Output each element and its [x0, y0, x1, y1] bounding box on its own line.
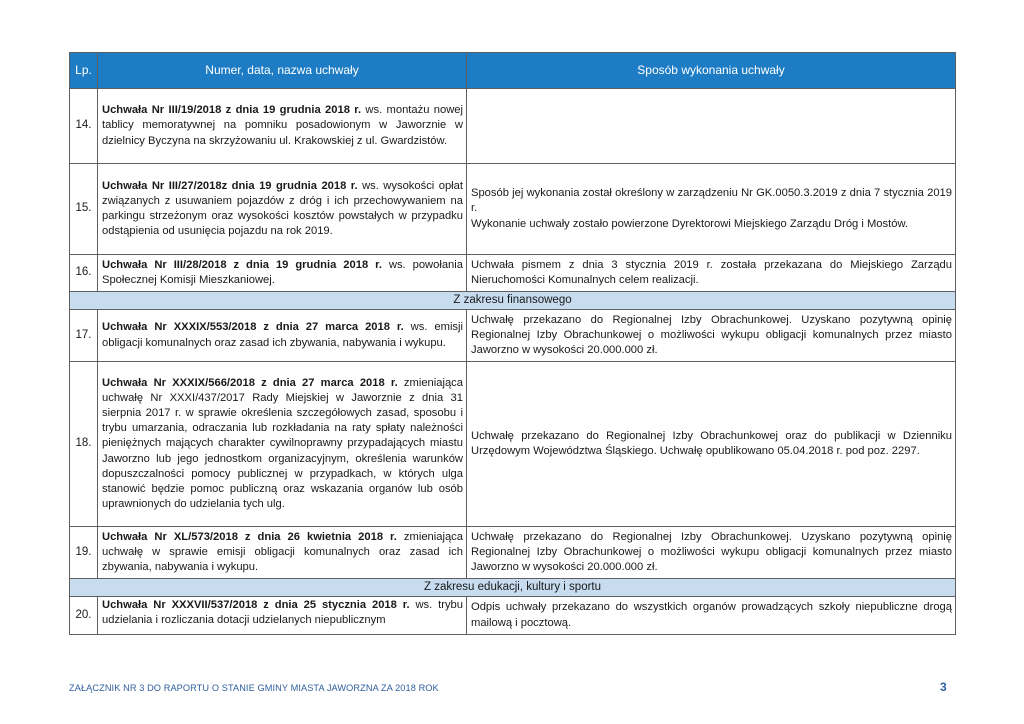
row-number: 18.	[70, 362, 98, 527]
resolution-title	[98, 89, 467, 164]
resolution-execution: Odpis uchwały przekazano do wszystkich organów prowadzących szkoły niepubliczne drogą mailową i pocztową.	[467, 597, 956, 635]
resolution-subject: ws. wysokości opłat związanych z usuwaniem pojazdów z dróg i ich przechowywaniem na parkingu strzeżonym oraz wysokości kosztów powstałych w przypadku odstąpienia od usunięcia pojazdu na rok 2019.	[102, 179, 463, 238]
resolution-execution: Uchwała pismem z dnia 3 stycznia 2019 r. została przekazana do Miejskiego Zarządu Nieruchomości Komunalnych celem realizacji.	[467, 255, 956, 292]
row-number: 17.	[70, 310, 98, 362]
table-row	[70, 164, 956, 255]
header-lp: Lp.	[70, 53, 98, 89]
resolution-title	[98, 527, 467, 579]
section-title: Z zakresu finansowego	[70, 292, 956, 310]
table-row	[70, 362, 956, 527]
resolution-id: Uchwała Nr XL/573/2018 z dnia 26 kwietnia 2018 r.	[102, 530, 397, 543]
resolution-id: Uchwała Nr XXXIX/566/2018 z dnia 27 marca 2018 r.	[102, 376, 398, 389]
resolutions-table	[69, 52, 956, 635]
table-row	[70, 310, 956, 362]
resolution-execution: Uchwałę przekazano do Regionalnej Izby Obrachunkowej. Uzyskano pozytywną opinię Regionalnej Izby Obrachunkowej o możliwości wykupu obligacji komunalnych przez miasto Jaworzno w wysokości 20.000.000 zł.	[467, 527, 956, 579]
resolution-execution: Sposób jej wykonania został określony w zarządzeniu Nr GK.0050.3.2019 z dnia 7 stycznia 2019 r. Wykonanie uchwały zostało powierzone Dyrektorowi Miejskiego Zarządu Dróg i Mostów.	[467, 164, 956, 255]
row-number: 20.	[70, 597, 98, 635]
resolution-id: Uchwała Nr III/28/2018 z dnia 19 grudnia 2018 r.	[102, 258, 382, 271]
row-number: 19.	[70, 527, 98, 579]
resolution-subject: ws. montażu nowej tablicy memoratywnej na pomniku posadowionym w Jaworznie w dzielnicy Byczyna na skrzyżowaniu ul. Krakowskiej z ul. Gwardzistów.	[102, 104, 463, 147]
section-row-education	[70, 579, 956, 597]
resolution-execution	[467, 89, 956, 164]
header-title: Numer, data, nazwa uchwały	[98, 53, 467, 89]
resolution-title	[98, 597, 467, 635]
table-header-row	[70, 53, 956, 89]
resolution-subject: zmieniająca uchwałę Nr XXXI/437/2017 Rady Miejskiej w Jaworznie z dnia 31 sierpnia 2017 r. w sprawie określenia szczegółowych zasad, sposobu i trybu umarzania, odraczania lub rozkładania na raty spłaty należności pieniężnych mających charakter cywilnoprawny przypadających miastu Jaworzno lub jego jednostkom organizacyjnym, określenia warunków dopuszczalności pomocy publicznej w przypadkach, w których ulga stanowić będzie pomoc publiczną oraz wskazania organów lub osób uprawnionych do udzielania tych ulg.	[102, 376, 463, 511]
table-row	[70, 89, 956, 164]
resolution-id: Uchwała Nr XXXIX/553/2018 z dnia 27 marca 2018 r.	[102, 321, 404, 334]
footer-document-title: ZAŁĄCZNIK NR 3 DO RAPORTU O STANIE GMINY MIASTA JAWORZNA ZA 2018 ROK	[69, 683, 439, 693]
header-execution: Sposób wykonania uchwały	[467, 53, 956, 89]
row-number: 16.	[70, 255, 98, 292]
resolution-title	[98, 310, 467, 362]
resolution-execution: Uchwałę przekazano do Regionalnej Izby Obrachunkowej. Uzyskano pozytywną opinię Regionalnej Izby Obrachunkowej o możliwości wykupu obligacji komunalnych przez miasto Jaworzno w wysokości 20.000.000 zł.	[467, 310, 956, 362]
resolution-title	[98, 362, 467, 527]
resolution-execution: Uchwałę przekazano do Regionalnej Izby Obrachunkowej oraz do publikacji w Dzienniku Urzędowym Województwa Śląskiego. Uchwałę opublikowano 05.04.2018 r. pod poz. 2297.	[467, 362, 956, 527]
table-row	[70, 255, 956, 292]
resolution-id: Uchwała Nr III/19/2018 z dnia 19 grudnia 2018 r.	[102, 104, 362, 117]
resolution-subject: ws. emisji obligacji komunalnych oraz zasad ich zbywania, nabywania i wykupu.	[102, 321, 463, 349]
resolution-id: Uchwała Nr III/27/2018z dnia 19 grudnia 2018 r.	[102, 179, 358, 192]
resolution-title	[98, 164, 467, 255]
row-number: 14.	[70, 89, 98, 164]
row-number: 15.	[70, 164, 98, 255]
table-row	[70, 597, 956, 635]
table-row	[70, 527, 956, 579]
resolution-subject: ws. powołania Społecznej Komisji Mieszkaniowej.	[102, 258, 463, 286]
resolution-title	[98, 255, 467, 292]
section-title: Z zakresu edukacji, kultury i sportu	[70, 579, 956, 597]
section-row-finance	[70, 292, 956, 310]
resolution-id: Uchwała Nr XXXVII/537/2018 z dnia 25 stycznia 2018 r.	[102, 599, 410, 611]
resolution-subject: ws. trybu udzielania i rozliczania dotacji udzielanych niepublicznym	[102, 599, 463, 627]
page-number: 3	[940, 680, 947, 694]
resolution-subject: zmieniająca uchwałę w sprawie emisji obligacji komunalnych oraz zasad ich zbywania, nabywania i wykupu.	[102, 530, 463, 574]
